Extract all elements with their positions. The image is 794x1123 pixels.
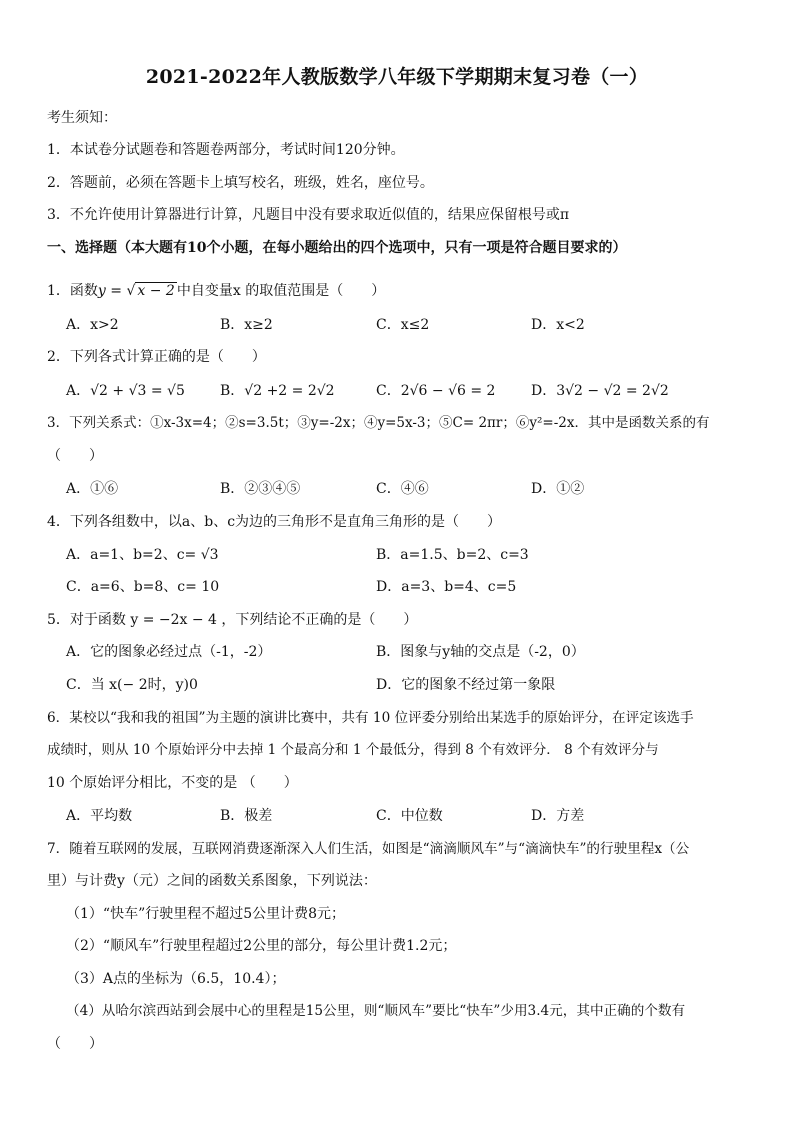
q6-option-b: B．极差 <box>220 808 273 824</box>
q1-option-b: B．x≥2 <box>220 317 273 333</box>
question-5: 5．对于函数 y = −2x − 4 ，下列结论不正确的是（ ） <box>47 612 418 628</box>
notice-item-1: 1．本试卷分试题卷和答题卷两部分，考试时间120分钟。 <box>47 142 405 158</box>
q2-option-a: A．√2 + √3 = √5 <box>66 383 185 399</box>
q4-option-a: A．a=1、b=2、c= √3 <box>66 547 219 563</box>
question-3: 3．下列关系式：①x-3x=4；②s=3.5t；③y=-2x；④y=5x-3；⑤C= 2πr；⑥y²=-2x．其中是函数关系的有 <box>47 415 710 431</box>
question-2: 2．下列各式计算正确的是（ ） <box>47 349 266 365</box>
sqrt-sign: √ <box>126 283 136 299</box>
q1-suffix: 中自变量x 的取值范围是（ ） <box>176 283 386 299</box>
question-6-line-1: 6．某校以“我和我的祖国”为主题的演讲比赛中，共有 10 位评委分别给出某选手的原始评分，在评定该选手 <box>47 710 694 726</box>
q1-prefix: 1．函数 <box>47 283 98 299</box>
q3-option-b: B．②③④⑤ <box>220 481 301 497</box>
page-title: 2021-2022年人教版数学八年级下学期期末复习卷（一） <box>145 66 649 88</box>
q4-option-c: C．a=6、b=8、c= 10 <box>66 579 220 595</box>
q7-statement-4: （4）从哈尔滨西站到会展中心的里程是15公里，则“顺风车”要比“快车”少用3.4元，其中正确的个数有 <box>66 1003 686 1019</box>
q6-option-d: D．方差 <box>531 808 585 824</box>
q1-option-c: C．x≤2 <box>376 317 430 333</box>
q4-option-d: D．a=3、b=4、c=5 <box>376 579 517 595</box>
q2-option-c: C．2√6 − √6 = 2 <box>376 383 496 399</box>
section-heading: 一、选择题（本大题有10个小题，在每小题给出的四个选项中，只有一项是符合题目要求的） <box>47 240 627 256</box>
question-6-line-2: 成绩时，则从 10 个原始评分中去掉 1 个最高分和 1 个最低分，得到 8 个有效评分． 8 个有效评分与 <box>47 742 659 758</box>
q2-option-b: B．√2 +2 = 2√2 <box>220 383 335 399</box>
question-6-line-3: 10 个原始评分相比，不变的是 （ ） <box>47 775 298 791</box>
question-4: 4．下列各组数中，以a、b、c为边的三角形不是直角三角形的是（ ） <box>47 514 502 530</box>
q3-option-a: A．①⑥ <box>66 481 119 497</box>
q5-option-c: C．当 x(− 2时，y)0 <box>66 677 198 693</box>
q7-statement-1: （1）“快车”行驶里程不超过5公里计费8元； <box>66 906 346 922</box>
question-3-blank: （ ） <box>47 448 103 464</box>
question-7-line-2: 里）与计费y（元）之间的函数关系图象，下列说法： <box>47 873 377 889</box>
q6-option-c: C．中位数 <box>376 808 443 824</box>
q6-option-a: A．平均数 <box>66 808 133 824</box>
q5-option-a: A．它的图象必经过点（-1，-2） <box>66 644 272 660</box>
q5-option-b: B．图象与y轴的交点是（-2，0） <box>376 644 585 660</box>
q7-statement-2: （2）“顺风车”行驶里程超过2公里的部分，每公里计费1.2元； <box>66 938 457 954</box>
q3-option-d: D．①② <box>531 481 585 497</box>
q1-radicand: x − 2 <box>137 283 175 299</box>
q4-option-b: B．a=1.5、b=2、c=3 <box>376 547 529 563</box>
q1-fy: y <box>97 283 106 299</box>
q1-feq: = <box>110 283 123 299</box>
q2-option-d: D．3√2 − √2 = 2√2 <box>531 383 669 399</box>
q7-blank: （ ） <box>47 1036 103 1052</box>
q7-statement-3: （3）A点的坐标为（6.5，10.4）； <box>66 971 286 987</box>
notice-item-3: 3．不允许使用计算器进行计算，凡题目中没有要求取近似值的，结果应保留根号或π <box>47 207 570 223</box>
notice-item-2: 2．答题前，必须在答题卡上填写校名，班级，姓名，座位号。 <box>47 175 434 191</box>
question-7-line-1: 7．随着互联网的发展，互联网消费逐渐深入人们生活，如图是“滴滴顺风车”与“滴滴快车”的行驶里程x（公 <box>47 841 690 857</box>
q5-option-d: D．它的图象不经过第一象限 <box>376 677 556 693</box>
q1-option-d: D．x<2 <box>531 317 585 333</box>
q3-option-c: C．④⑥ <box>376 481 429 497</box>
notice-heading: 考生须知： <box>47 110 117 126</box>
question-1 <box>47 281 385 301</box>
q1-option-a: A．x>2 <box>66 317 119 333</box>
